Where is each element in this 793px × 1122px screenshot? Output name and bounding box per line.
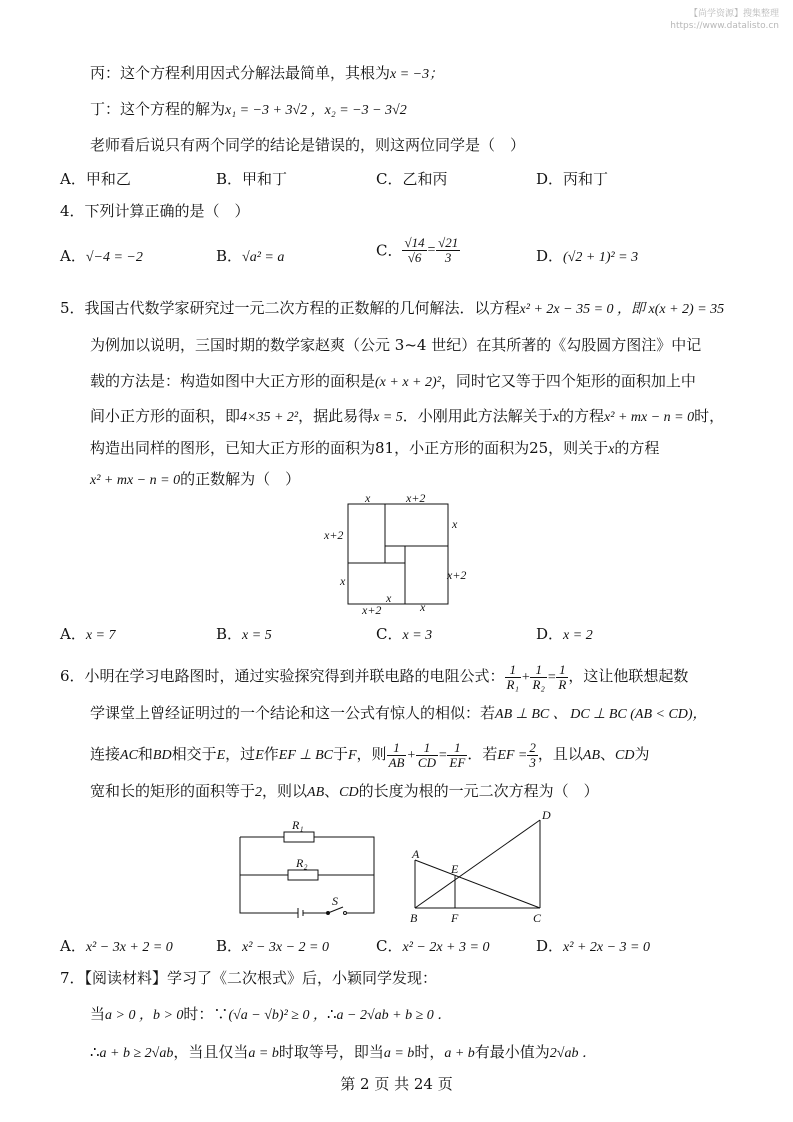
q6-line3-ef: EF ⊥ BC (278, 748, 333, 763)
q6-line4-ab: AB (307, 785, 325, 800)
q4-title: 4．下列计算正确的是（ ） (60, 202, 250, 220)
q6-frac-two-thirds-num: 2 (529, 739, 536, 755)
q5-label-top2: x+2 (406, 491, 426, 505)
q6-line3-cd: CD (615, 748, 635, 763)
q5-line3-tail: ，同时它又等于四个矩形的面积加上中 (440, 372, 696, 390)
q5-line3-math: (x + x + 2)² (375, 375, 441, 390)
q3-option-a[interactable]: A．甲和乙 (60, 170, 131, 188)
q6-line3-end: 为 (634, 745, 650, 763)
q5-label-left1: x+2 (324, 528, 344, 542)
q6-line4-a: 宽和长的矩形的面积等于 (90, 782, 256, 800)
page-footer: 第 2 页 共 24 页 (340, 1075, 453, 1093)
q5-label-top1: x (365, 491, 371, 505)
q6-line3: 连接AC和BD相交于E，过E作EF ⊥ BC于F，则 $\frac{1}{AB}$ + $\frac{1}{CD}$ = $\frac{1}{EF}$ ．若EF = $\frac{2}{3}$ ，且以AB、CD为 (90, 739, 650, 770)
q5-line4-tail: ，据此易得 (298, 407, 374, 425)
q4-option-c-num2: √21 (438, 235, 459, 250)
q6-frac-ab-num: 1 (387, 741, 407, 756)
q6-option-c[interactable] (376, 935, 489, 959)
q6-frac-r2-den: R₂ (532, 676, 545, 692)
q6-frac-two-thirds-den: 3 (529, 754, 536, 770)
q5-line4-tail4: 时， (694, 407, 725, 425)
q7-line3-math: a + b ≥ 2√ab (99, 1046, 174, 1061)
q6-frac-cd-num: 1 (416, 741, 438, 756)
statement-bing-math: x = −3； (390, 67, 444, 82)
q6-circuit-diagram (230, 815, 380, 920)
q4-option-d-math: (√2 + 1)² = 3 (563, 250, 639, 265)
q5-label-right2: x+2 (447, 568, 467, 582)
q4-option-d[interactable] (536, 245, 638, 269)
q6-line3-mid5: ，则 (356, 745, 387, 763)
q4-option-b-math: √a² = a (242, 250, 285, 265)
q3-prompt: 老师看后说只有两个同学的结论是错误的，则这两位同学是（ ） (90, 136, 526, 154)
q4-option-c-den: √6 (407, 250, 422, 265)
geo-segment-ac (415, 860, 540, 908)
q6-frac-ef-num: 1 (447, 741, 467, 756)
q5-label-bottom1: x+2 (362, 603, 382, 617)
q6-line3-mid2: ，过 (225, 745, 256, 763)
q6-line3-and: 和 (137, 745, 153, 763)
q6-line3-ef2: EF = (497, 748, 528, 763)
q5-option-d[interactable] (536, 623, 593, 647)
q7-line3-mid2: 时取等号，即当 (278, 1043, 384, 1061)
q4-option-c[interactable] (376, 236, 460, 265)
q5-option-a-label: A． (60, 625, 86, 643)
geo-label-c: C (533, 911, 542, 925)
q5-option-a[interactable] (60, 623, 116, 647)
q4-option-d-label: D． (536, 247, 564, 265)
q5-label-left2: x (340, 574, 346, 588)
q4-option-c-num: √14 (404, 235, 425, 250)
q4-option-a-math: √−4 = −2 (85, 250, 143, 265)
q5-line5-x: x (608, 442, 615, 457)
circuit-switch-contact (344, 912, 347, 915)
q6-frac-ab (387, 741, 407, 770)
q6-option-d-label: D． (536, 937, 564, 955)
q4-option-b[interactable] (216, 245, 284, 269)
q6-line3-ac: AC (120, 748, 138, 763)
q6-frac-r2-num: 1 (530, 663, 546, 678)
q5-line2: 为例加以说明，三国时期的数学家赵爽（公元 3~4 世纪）在其所著的《勾股圆方图注》中记 (90, 336, 702, 354)
q7-line2-mid2: ∴ (326, 1005, 337, 1023)
q6-option-b-math: x² − 3x − 2 = 0 (242, 940, 329, 955)
circuit-label-r1: R₁ (292, 818, 304, 832)
q6-frac-r-num: 1 (556, 663, 568, 678)
q5-big-square (348, 504, 448, 604)
q6-line4-mid: ，则以 (262, 782, 308, 800)
q6-frac-cd-den: CD (417, 754, 436, 770)
q5-line4-math2: x = 5 (373, 410, 403, 425)
q6-frac-r1 (505, 663, 521, 692)
q4-option-c-eq: = (426, 242, 437, 258)
q6-line3-tail: ，且以 (537, 745, 583, 763)
q5-line3 (90, 370, 696, 394)
circuit-resistor-r2 (288, 870, 318, 880)
q5-option-d-label: D． (536, 625, 564, 643)
q7-line2-a: 当 (90, 1005, 106, 1023)
q6-line3-e2: E (255, 748, 264, 763)
q6-line1-tail: ，这让他联想起数 (568, 667, 689, 685)
q5-line4-math: 4×35 + 2² (240, 410, 299, 425)
q4-option-a[interactable] (60, 245, 143, 269)
q5-option-d-math: x = 2 (563, 628, 593, 643)
q5-line4 (90, 405, 724, 429)
q6-option-c-math: x² − 2x + 3 = 0 (402, 940, 490, 955)
q5-option-b-label: B． (216, 625, 243, 643)
q6-frac-two-thirds (527, 741, 538, 770)
q6-line4-two: 2 (255, 785, 263, 800)
q6-line4-cd: CD (339, 785, 359, 800)
q7-line3-mid3: 时， (414, 1043, 445, 1061)
q6-line4-tail: 的长度为根的一元二次方程为（ ） (358, 782, 599, 800)
q5-option-b-math: x = 5 (242, 628, 272, 643)
q6-line3-bd: BD (152, 748, 172, 763)
q6-line4 (90, 780, 599, 804)
q6-frac-ab-den: AB (388, 754, 405, 770)
q6-line3-a: 连接 (90, 745, 121, 763)
q7-line3-pre: ∴ (90, 1043, 100, 1061)
q4-option-c-frac1 (402, 236, 426, 265)
q3-option-c[interactable]: C．乙和丙 (376, 170, 448, 188)
q5-line1 (60, 297, 724, 321)
q3-option-d[interactable]: D．丙和丁 (536, 170, 609, 188)
q7-line2 (90, 1003, 451, 1027)
q6-option-a-label: A． (60, 937, 86, 955)
q7-line3-mid: ，当且仅当 (173, 1043, 249, 1061)
q6-line2-text: 学课堂上曾经证明过的一个结论和这一公式有惊人的相似：若 (90, 704, 496, 722)
q6-line3-f: F (347, 748, 357, 763)
q6-frac-r (556, 663, 568, 692)
q5-small-square (385, 546, 405, 563)
q5-option-c-label: C． (376, 625, 403, 643)
q5-line5-tail: 的方程 (614, 439, 660, 457)
q5-square-figure (322, 490, 472, 618)
q5-line1-math: x² + 2x − 35 = 0 ，即 x(x + 2) = 35 (519, 302, 725, 317)
q6-line3-mid6: ．若 (467, 745, 498, 763)
watermark-line2: https://www.datalisto.cn (670, 21, 779, 31)
q6-option-b[interactable] (216, 935, 329, 959)
q5-label-bottom2: x (420, 600, 426, 614)
q6-frac-r-den: R (558, 676, 567, 692)
q7-line3-math5: 2√ab ． (549, 1046, 596, 1061)
q6-frac-r2 (530, 663, 546, 692)
q7-line2-mid: 时：∵ (183, 1005, 229, 1023)
q7-line3-math2: a = b (248, 1046, 279, 1061)
q7-line2-math2: (√a − √b)² ≥ 0 ， (228, 1008, 327, 1023)
geo-label-d: D (542, 808, 551, 822)
q4-option-a-label: A． (60, 247, 86, 265)
q5-option-b[interactable] (216, 623, 272, 647)
q6-line3-mid3: 作 (263, 745, 279, 763)
statement-ding-math: x₁ = −3 + 3√2 ，x₂ = −3 − 3√2 (225, 103, 407, 118)
q6-line3-e: E (216, 748, 226, 763)
q6-frac-r1-den: R₁ (506, 676, 520, 692)
q4-option-c-frac2 (436, 236, 460, 265)
q5-line4-math3: x² + mx − n = 0 (604, 410, 695, 425)
q7-line3-math3: a = b (383, 1046, 415, 1061)
geo-segment-bd (415, 820, 540, 908)
q5-line3-text: 载的方法是：构造如图中大正方形的面积是 (90, 372, 376, 390)
q6-option-c-label: C． (376, 937, 403, 955)
q6-frac-cd (416, 741, 438, 770)
q6-option-a[interactable] (60, 935, 173, 959)
statement-bing (90, 62, 443, 86)
geo-label-f: F (451, 911, 459, 925)
q5-line1-text: 5．我国古代数学家研究过一元二次方程的正数解的几何解法．以方程 (60, 299, 520, 317)
circuit-switch-pivot (327, 912, 330, 915)
circuit-label-r2: R₂ (296, 856, 308, 870)
q6-line2-math: AB ⊥ BC 、 DC ⊥ BC (AB < CD)， (495, 707, 707, 722)
q5-line5 (90, 437, 659, 461)
q5-line4-tail2: ．小刚用此方法解关于 (402, 407, 553, 425)
q6-line3-sep: 、 (600, 745, 616, 763)
q7-line2-math: a > 0 ，b > 0 (105, 1008, 184, 1023)
q5-line6-tail: 的正数解为（ ） (180, 470, 301, 488)
statement-bing-text: 丙：这个方程利用因式分解法最简单，其根为 (90, 64, 391, 82)
q5-line4-tail3: 的方程 (559, 407, 605, 425)
q7-line3 (90, 1041, 596, 1065)
q5-line6 (90, 468, 300, 492)
q4-option-c-label: C． (376, 241, 403, 260)
q6-line3-ab: AB (582, 748, 601, 763)
q6-line2 (90, 702, 707, 726)
q7-line2-math3: a − 2√ab + b ≥ 0 ． (336, 1008, 452, 1023)
q6-option-a-math: x² − 3x + 2 = 0 (85, 940, 173, 955)
geo-label-b: B (410, 911, 418, 925)
circuit-resistor-r1 (284, 832, 314, 842)
circuit-label-s: S (332, 894, 338, 908)
q4-option-b-label: B． (216, 247, 243, 265)
q3-option-b[interactable]: B．甲和丁 (216, 170, 288, 188)
q5-line4-x: x (552, 410, 560, 425)
geo-label-e: E (451, 862, 459, 876)
q6-frac-r1-num: 1 (505, 663, 521, 678)
q5-line6-math: x² + mx − n = 0 (90, 473, 181, 488)
q7-line3-math4: a + b (444, 1046, 475, 1061)
geo-label-a: A (412, 847, 420, 861)
q6-option-b-label: B． (216, 937, 243, 955)
q6-geometry-diagram (405, 806, 565, 928)
q5-option-c[interactable] (376, 623, 432, 647)
q6-line4-sep: 、 (324, 782, 340, 800)
statement-ding-text: 丁：这个方程的解为 (90, 100, 226, 118)
watermark (670, 8, 779, 32)
statement-ding (90, 98, 407, 122)
q6-line3-mid: 相交于 (171, 745, 217, 763)
q5-line4-text: 间小正方形的面积，即 (90, 407, 241, 425)
q6-frac-ef-den: EF (449, 754, 466, 770)
q4-option-c-den2: 3 (444, 250, 452, 265)
q5-line5-text: 构造出同样的图形，已知大正方形的面积为81，小正方形的面积为25，则关于 (90, 439, 609, 457)
q5-option-c-math: x = 3 (402, 628, 433, 643)
q7-line1: 7．【阅读材料】学习了《二次根式》后，小颖同学发现： (60, 969, 438, 987)
q6-line1: 6．小明在学习电路图时，通过实验探究得到并联电路的电阻公式： $\frac{1}{\text{R₁}}$ + $\frac{1}{\text{R₂}}$ = $\frac{1}{R}$ ，这让他联想起数 (60, 661, 689, 692)
q5-option-a-math: x = 7 (85, 628, 116, 643)
q5-label-center: x (386, 591, 392, 605)
q6-line1-text: 6．小明在学习电路图时，通过实验探究得到并联电路的电阻公式： (60, 667, 505, 685)
q6-option-d[interactable] (536, 935, 650, 959)
watermark-line1: 【尚学资源】搜集整理 (688, 9, 779, 19)
q7-line3-mid4: 有最小值为 (474, 1043, 550, 1061)
q6-option-d-math: x² + 2x − 3 = 0 (563, 940, 650, 955)
q5-label-right1: x (452, 517, 458, 531)
q6-frac-ef (447, 741, 467, 770)
q6-line3-mid4: 于 (332, 745, 348, 763)
